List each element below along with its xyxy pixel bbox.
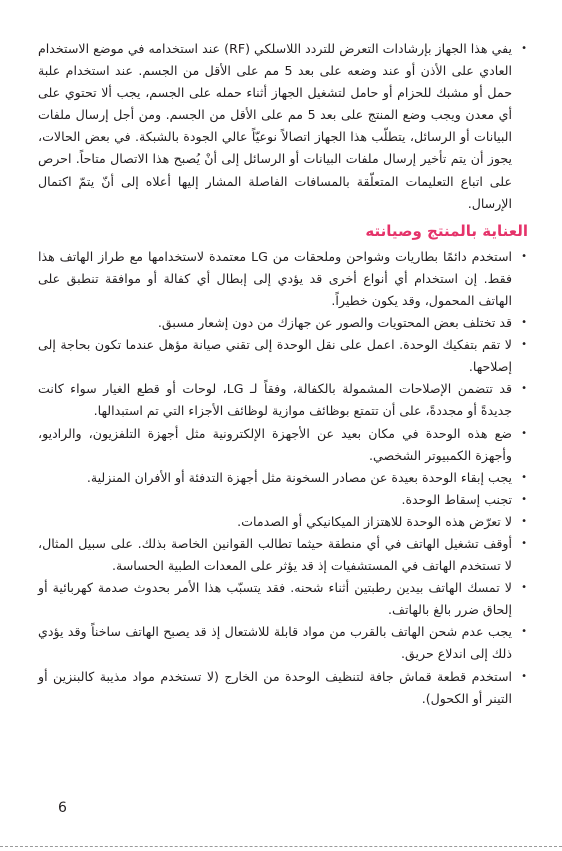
list-item: • أوقف تشغيل الهاتف في أي منطقة حيثما تطالب القوانين الخاصة بذلك. على سبيل المثال، لا تستخدم الهاتف في المستشفيات إذ قد يؤثر على المعدات الطبية الحساسة. [38, 533, 528, 577]
footer-divider [0, 846, 562, 847]
list-item: • قد تتضمن الإصلاحات المشمولة بالكفالة، وفقاً لـ LG، لوحات أو قطع الغيار سواء كانت جديدةً أو مجددةً، على أن تتمتع بوظائف موازية لوظائف الأجزاء التي تم استبدالها. [38, 378, 528, 422]
list-item: • تجنب إسقاط الوحدة. [38, 489, 528, 511]
list-item: • لا تعرّض هذه الوحدة للاهتزاز الميكانيكي أو الصدمات. [38, 511, 528, 533]
list-item: • ضع هذه الوحدة في مكان بعيد عن الأجهزة الإلكترونية مثل أجهزة التلفزيون، والراديو، وأجهزة الكمبيوتر الشخصي. [38, 423, 528, 467]
page-number: 6 [58, 800, 67, 816]
page-content [38, 38, 528, 710]
care-list [38, 246, 528, 710]
intro-list [38, 38, 528, 215]
list-item: • يفي هذا الجهاز بإرشادات التعرض للتردد اللاسلكي (RF) عند استخدامه في موضع الاستخدام العادي على الأذن أو عند وضعه على بعد 5 مم على الأقل من الجسم. عند استخدام علبة حمل أو مشبك للحزام أو حامل لتشغيل الجهاز أثناء حمله على الجسم، يجب ألا تحتوي على أي معدن ويجب وضع المنتج على بعد 5 مم على الأقل من الجسم. ومن أجل إرسال ملفات البيانات أو الرسائل، يتطلّب هذا الجهاز اتصالاً نوعيّاً عالي الجودة بالشبكة. في بعض الحالات، يجوز أن يتم تأخير إرسال ملفات البيانات أو الرسائل إلى أنْ يُصبح هذا الاتصال متاحاً. احرص على اتباع التعليمات المتعلّقة بالمسافات الفاصلة المشار إليها أعلاه إلى أنّ يتمّ اكتمال الإرسال. [38, 38, 528, 215]
list-item: • يجب إبقاء الوحدة بعيدة عن مصادر السخونة مثل أجهزة التدفئة أو الأفران المنزلية. [38, 467, 528, 489]
list-item: • استخدم دائمًا بطاريات وشواحن وملحقات من LG معتمدة لاستخدامها مع طراز الهاتف هذا فقط. إن استخدام أي أنواع أخرى قد يؤدي إلى إبطال أي كفالة أو موافقة تنطبق على الهاتف المحمول، وقد يكون خطيراً. [38, 246, 528, 312]
list-item: • قد تختلف بعض المحتويات والصور عن جهازك من دون إشعار مسبق. [38, 312, 528, 334]
list-item: • لا تمسك الهاتف بيدين رطبتين أثناء شحنه. فقد يتسبّب هذا الأمر بحدوث صدمة كهربائية أو إلحاق ضرر بالغ بالهاتف. [38, 577, 528, 621]
list-item: • استخدم قطعة قماش جافة لتنظيف الوحدة من الخارج (لا تستخدم مواد مذيبة كالبنزين أو التينر أو الكحول). [38, 666, 528, 710]
list-item: • لا تقم بتفكيك الوحدة. اعمل على نقل الوحدة إلى تقني صيانة مؤهل عندما تكون بحاجة إلى إصلاحها. [38, 334, 528, 378]
section-heading: العناية بالمنتج وصيانته [365, 221, 528, 240]
list-item: • يجب عدم شحن الهاتف بالقرب من مواد قابلة للاشتعال إذ قد يصبح الهاتف ساخناً وقد يؤدي ذلك إلى اندلاع حريق. [38, 621, 528, 665]
